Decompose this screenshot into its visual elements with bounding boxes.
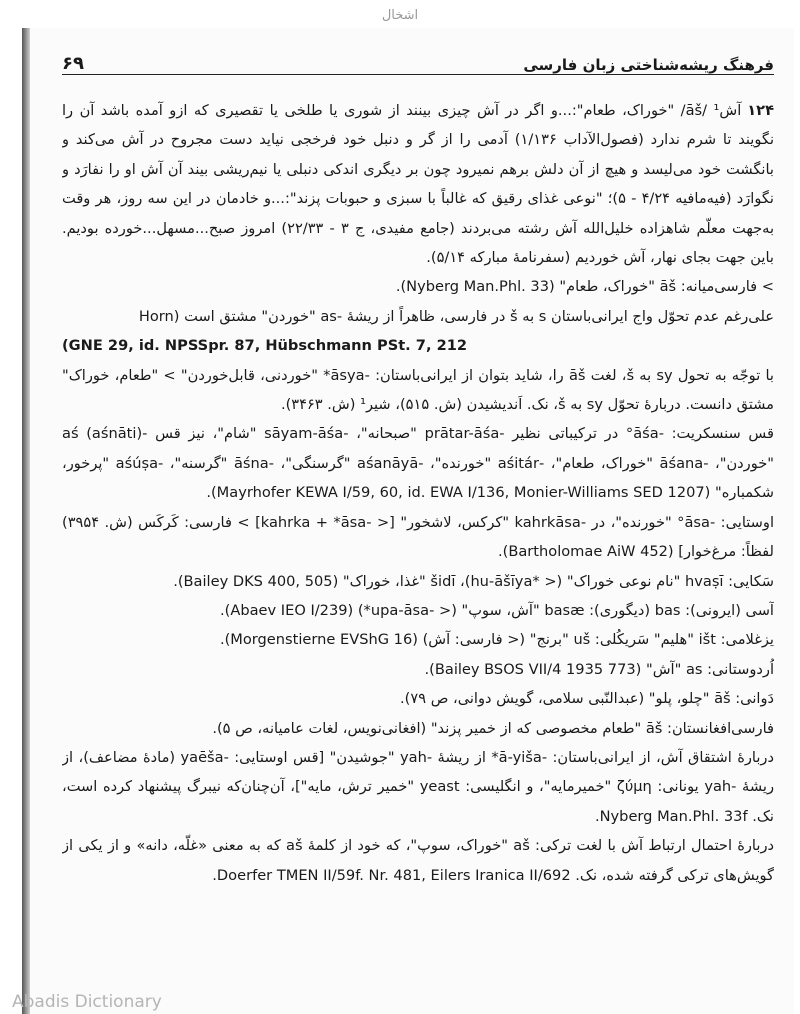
entry-paragraph-definition (62, 96, 774, 272)
site-header-title: اشخال (381, 8, 419, 23)
etymology-line: علی‌رغم عدم تحوّل واج ایرانی‌باستان s به š در فارسی، ظاهراً از ریشهٔ -as "خوردن" مشتق است (Horn (138, 307, 774, 325)
running-title: فرهنگ ریشه‌شناختی زبان فارسی (523, 56, 774, 74)
davani-line: دَوانی: āš "چلو، پلو" (عبدالنّبی سلامی، گویش دوانی، ص ۷۹). (400, 690, 774, 708)
etymology-paragraph-sy: با توجّه به تحول sy به š، لغت āš را، شاید بتوان از ایرانی‌باستان: -āsya* "خوردنی، قابل‌خوردن" > "طعام، خوراک" مشتق دانست. دربارهٔ تحوّل sy به š، نک. اَندیشیدن (ش. ۵۱۵)، شیر¹ (ش. ۳۴۶۳). (62, 366, 774, 414)
afghan-persian-line: فارسی‌افغانستان: āš "طعام مخصوصی که از خمیر پزند" (افغانی‌نویس، لغات عامیانه، ص ۵). (212, 719, 774, 737)
page-spine-shadow (22, 28, 30, 1014)
watermark: Abadis Dictionary (12, 992, 162, 1012)
urdustani-line: اُردوستانی: as "آش" (Bailey BSOS VII/4 1935 773). (424, 660, 774, 678)
entry-number: ۱۲۴ (747, 102, 774, 119)
avestan-paragraph: اوستایی: -āsa° "خورنده"، در -kahrkāsa "کرکس، لاشخور" [< -kahrka + *āsa] > فارسی: کَرکَس (ش. ۳۹۵۴) لفظاً: مرغ‌خوار] (Bartholomae AiW 452). (62, 513, 774, 561)
entry-definition-text: آش¹ /āš/ "خوراک، طعام":...و اگر در آش چیزی بینند از شوری یا طلخی یا تقصیری که ازو آمده باشد آن را نگویند تا شرم ندارد (فصول‌الآداب ۱/۱۳۶) آدمی را از گر و دنبل خود فرخجی نیاید دست مجروح در آش می‌کند و بانگشت خود می‌لیسد و هیچ از آن دلش برهم نمیرود چون بر دیگری اندکی دنبلی یا نیم‌ریشی بیند آن آش او را نفارَد و نگوارَد (فیه‌مافیه ۴/۲۴ - ۵)؛ "نوعی غذای رقیق که غالباً با سبزی و حبوبات پزند":...و خادمان در این سه روز، هر وقت به‌جهت معلّم شاهزاده خلیل‌الله آش رشته می‌بردند (جامع مفیدی، ج ۳ - ۲۲/۳۳) امروز صبح...مسهل...خورده بودیم. باین جهت بجای نهار، آش خوردیم (سفرنامهٔ مبارکه ۵/۱۴). (62, 102, 774, 267)
middle-persian-line: > فارسی‌میانه: āš "خوراک، طعام" (Nyberg Man.Phl. 33). (395, 278, 774, 296)
ossetic-line: آسی (ایرونی): bas (دیگوری): basæ "آش، سوپ" (< -upa-āsa*) (Abaev IEO I/239). (220, 601, 774, 619)
turkish-relation-paragraph: دربارهٔ احتمال ارتباط آش با لغت ترکی: aš "خوراک، سوپ"، که خود از کلمهٔ aš که به معنی «غلّه، دانه» و از یکی از گویش‌های ترکی گرفته شده، نک. Doerfer TMEN II/59f. Nr. 481, Eilers Iranica II/692. (62, 837, 774, 884)
yazghulami-line: یزغلامی: išt "هلیم" سَریکُلی: uš "برنج" (< فارسی: آش) (Morgenstierne EVShG 16). (219, 631, 774, 649)
running-header (62, 42, 774, 75)
entry-body (62, 96, 774, 976)
etymology-reference: (GNE 29, id. NPSSpr. 87, Hübschmann PSt. 7, 212 (62, 337, 468, 355)
page-number: ۶۹ (62, 53, 84, 74)
sanskrit-paragraph: قس سنسکریت: -āśa° در ترکیباتی نظیر -prātar-āśa "صبحانه"، -sāyam-āśa "شام"، نیز قس -aś (aśnāti) "خوردن"، -āśana "خوراک، طعام"، -aśitár "خورنده"، -aśanāyā "گرسنگی"، -āśna "گرسنه"، -aśúṣa "پرخور، شکمباره" (Mayrhofer KEWA I/59, 60, id. EWA I/136, Monier-Williams SED 1207). (62, 425, 774, 502)
saka-line: سَکایی: hvaṣī "نام نوعی خوراک" (< *hu-āšīya)، šidī "غذا، خوراک" (Bailey DKS 400, 505). (173, 572, 774, 590)
derivation-paragraph: دربارهٔ اشتقاق آش، از ایرانی‌باستان: -ā-yiša* از ریشهٔ -yah "جوشیدن" [قس اوستایی: -yaēša (مادهٔ مضاعف)، از ریشهٔ -yah یونانی: ζύμη "خمیرمایه"، و انگلیسی: yeast "خمیر ترش، مایه"]، آن‌چنان‌که نیبرگ پیشنهاد کرده است، نک. Nyberg Man.Phl. 33f. (62, 748, 774, 825)
